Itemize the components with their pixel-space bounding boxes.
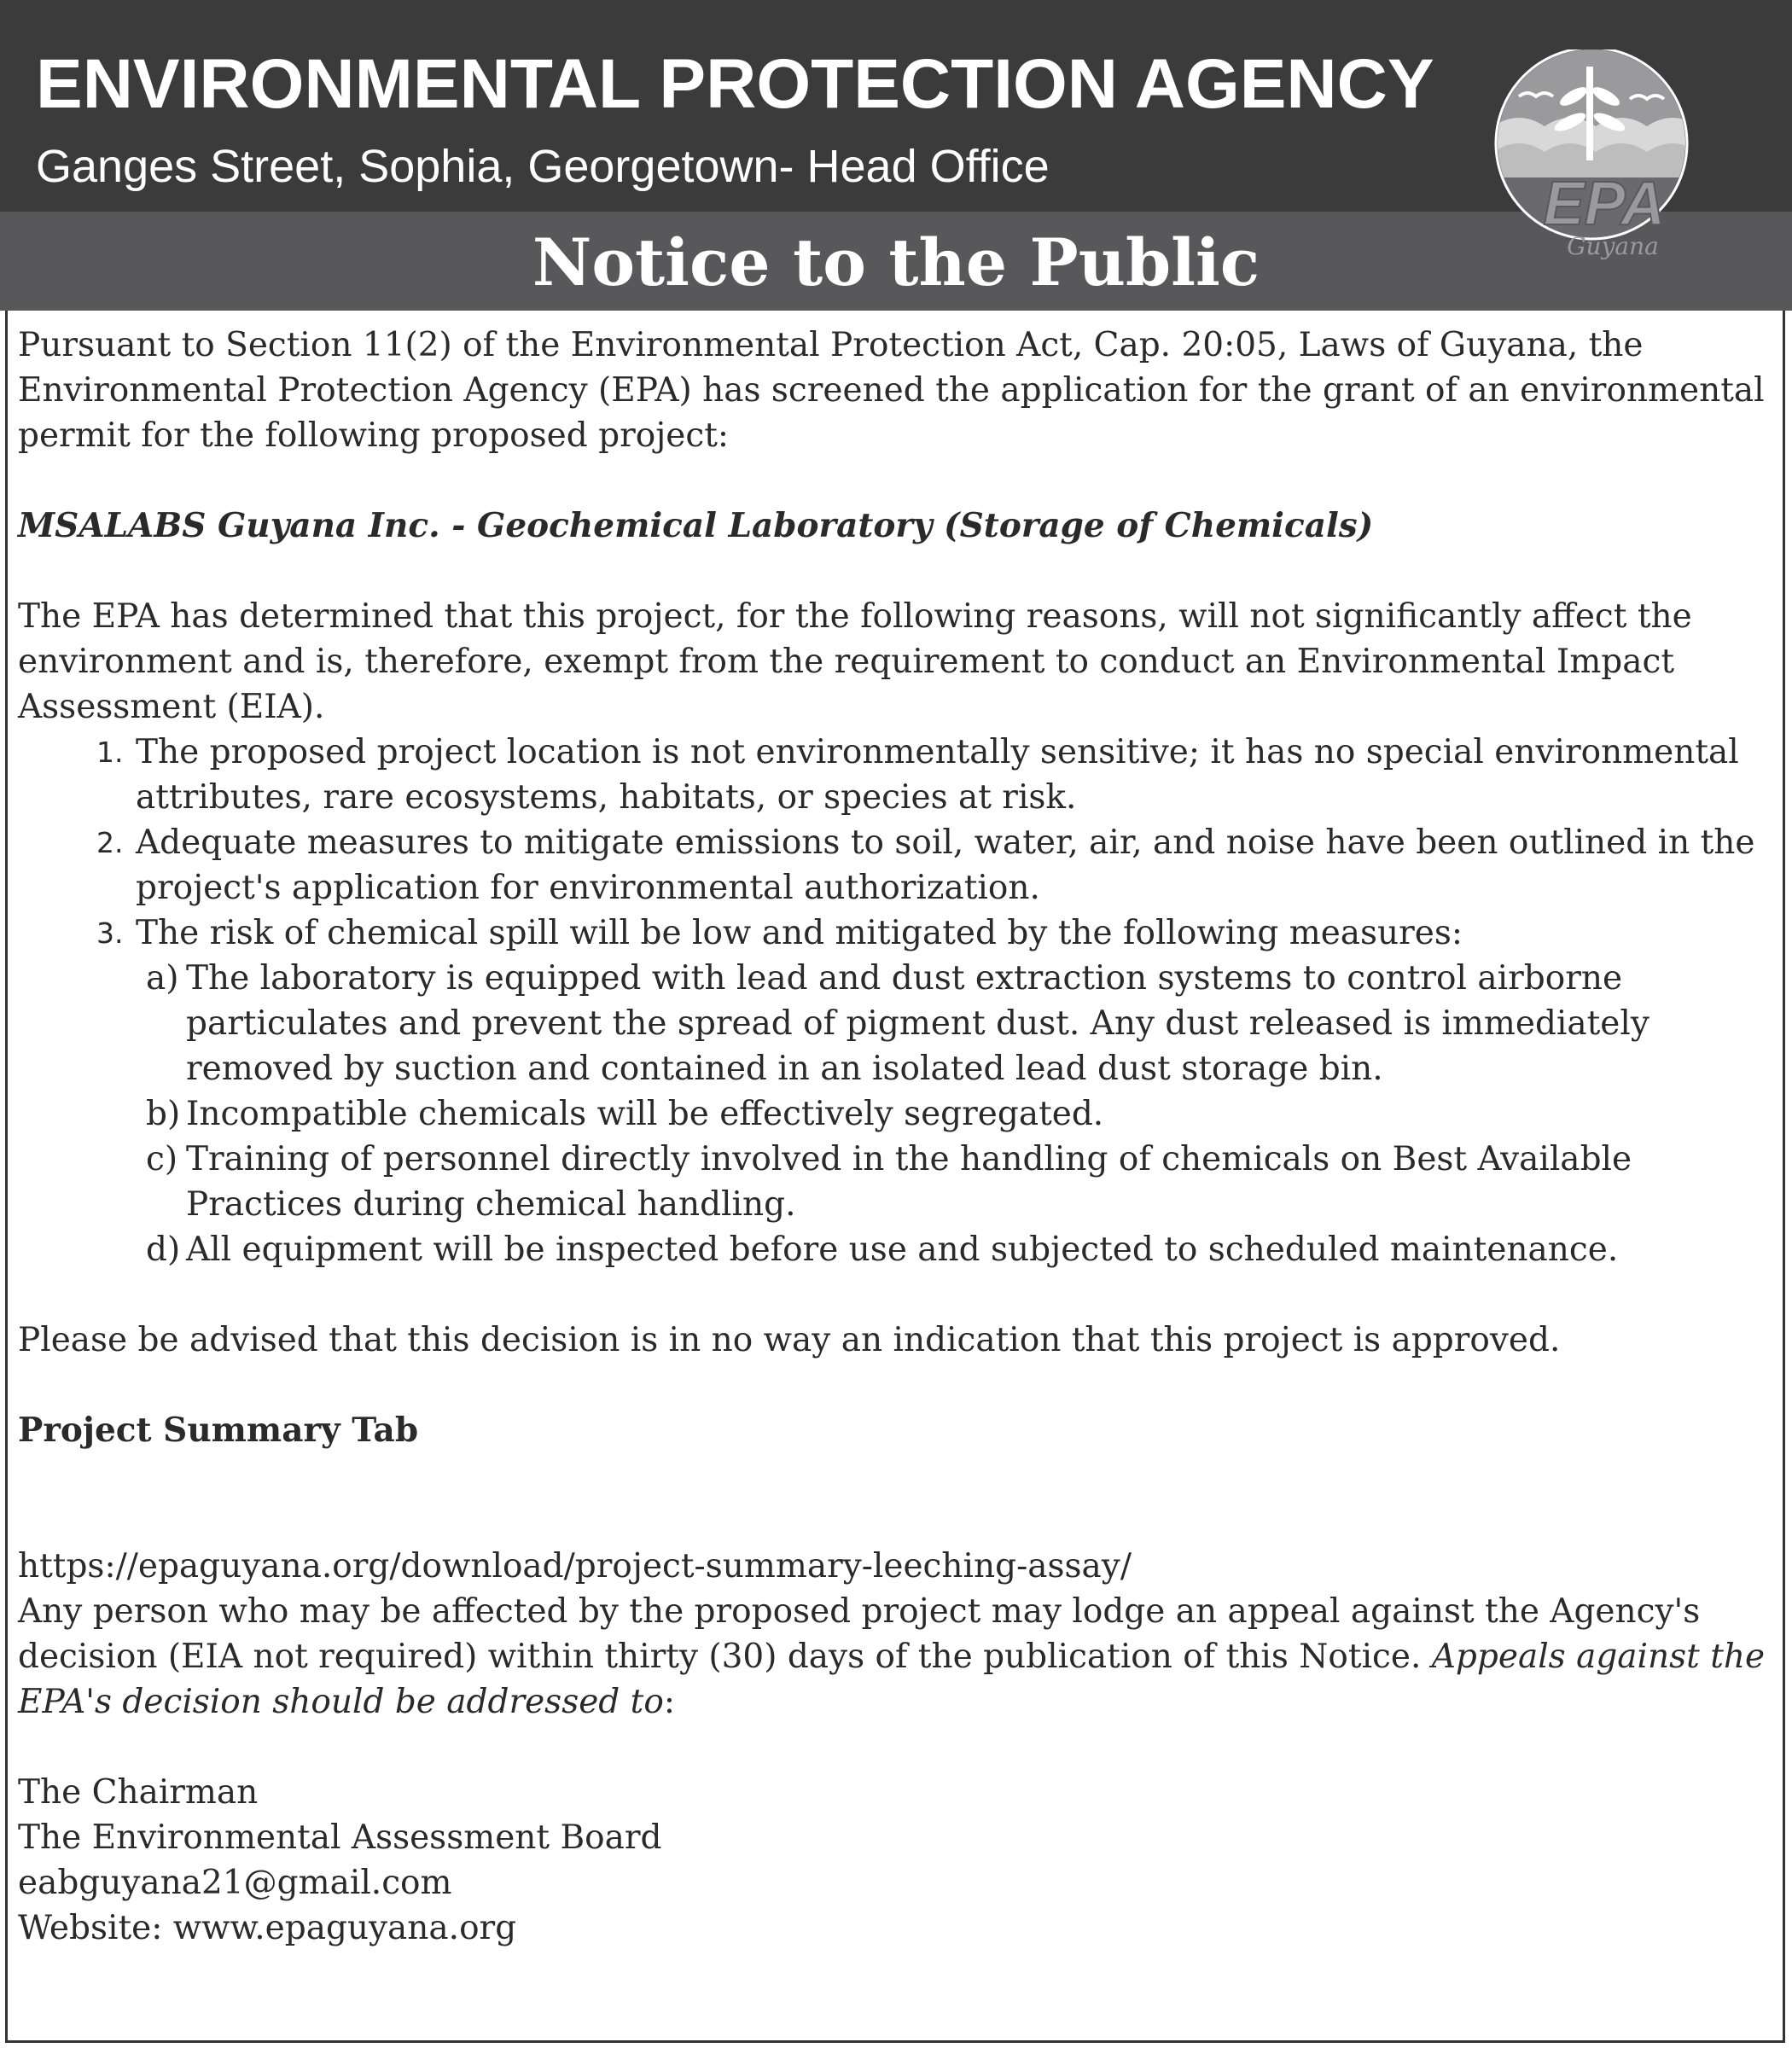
contact-name: The Chairman xyxy=(18,1773,259,1812)
reason-number: 1. xyxy=(96,736,124,769)
measure-item xyxy=(18,1091,1776,1137)
appeal-text: Any person who may be affected by the proposed project may lodge an appeal against the Agency's decision (EIA not required) within thirty (30) days of the publication of this Notice. xyxy=(18,1592,1701,1676)
reason-number: 2. xyxy=(96,826,124,859)
measure-letter: b) xyxy=(146,1095,181,1133)
reason-text: The proposed project location is not environmentally sensitive; it has no special environmental attributes, rare ecosystems, habitats, or species at risk. xyxy=(136,733,1739,817)
measure-letter: a) xyxy=(146,959,179,998)
appeal-paragraph xyxy=(18,1589,1776,1725)
reason-item xyxy=(18,911,1776,956)
notice-body xyxy=(18,323,1776,1951)
reason-text: The risk of chemical spill will be low and mitigated by the following measures: xyxy=(136,914,1463,952)
measure-text: Incompatible chemicals will be effectively segregated. xyxy=(186,1095,1104,1133)
reason-text: Adequate measures to mitigate emissions to soil, water, air, and noise have been outlined in the project's application for environmental authorization. xyxy=(136,823,1755,907)
summary-heading: Project Summary Tab xyxy=(18,1411,419,1450)
measure-letter: d) xyxy=(146,1231,181,1269)
measure-text: Training of personnel directly involved in the handling of chemicals on Best Available Practices during chemical handling. xyxy=(186,1140,1632,1224)
reason-item xyxy=(18,730,1776,820)
contact-email[interactable]: eabguyana21@gmail.com xyxy=(18,1864,452,1902)
measure-item xyxy=(18,1137,1776,1227)
svg-text:Guyana: Guyana xyxy=(1567,232,1659,260)
agency-name: ENVIRONMENTAL PROTECTION AGENCY xyxy=(36,45,1434,123)
contact-website[interactable]: Website: www.epaguyana.org xyxy=(18,1909,517,1947)
appeal-italic-text: Appeals against the EPA's decision should be addressed to xyxy=(18,1638,1766,1721)
reason-item xyxy=(18,820,1776,911)
epa-guyana-logo xyxy=(1485,49,1707,271)
intro-paragraph: Pursuant to Section 11(2) of the Environmental Protection Act, Cap. 20:05, Laws of Guyana, the Environmental Protection Agency (EPA) has screened the application for the grant of an environmental permit for the following proposed project: xyxy=(18,326,1765,455)
measure-item xyxy=(18,956,1776,1091)
measure-letter: c) xyxy=(146,1140,178,1178)
measure-text: The laboratory is equipped with lead and dust extraction systems to control airborne particulates and prevent the spread of pigment dust. Any dust released is immediately removed by suction and contained in an isolated lead dust storage bin. xyxy=(186,959,1649,1088)
project-title: MSALABS Guyana Inc. - Geochemical Laboratory (Storage of Chemicals) xyxy=(18,506,1374,545)
appeal-end: : xyxy=(663,1683,675,1721)
summary-link[interactable]: https://epaguyana.org/download/project-summary-leeching-assay/ xyxy=(18,1547,1132,1585)
svg-text:EPA: EPA xyxy=(1543,170,1666,238)
agency-address: Ganges Street, Sophia, Georgetown- Head Office xyxy=(36,141,1050,192)
determination-paragraph: The EPA has determined that this project, for the following reasons, will not significantly affect the environment and is, therefore, exempt from the requirement to conduct an Environmental Impact Assessment (EIA). xyxy=(18,597,1692,726)
advisory-paragraph: Please be advised that this decision is in no way an indication that this project is approved. xyxy=(18,1321,1561,1359)
reason-number: 3. xyxy=(96,916,124,950)
measure-item xyxy=(18,1227,1776,1272)
measure-text: All equipment will be inspected before use and subjected to scheduled maintenance. xyxy=(186,1231,1619,1269)
contact-board: The Environmental Assessment Board xyxy=(18,1818,662,1857)
notice-title: Notice to the Public xyxy=(532,224,1260,300)
